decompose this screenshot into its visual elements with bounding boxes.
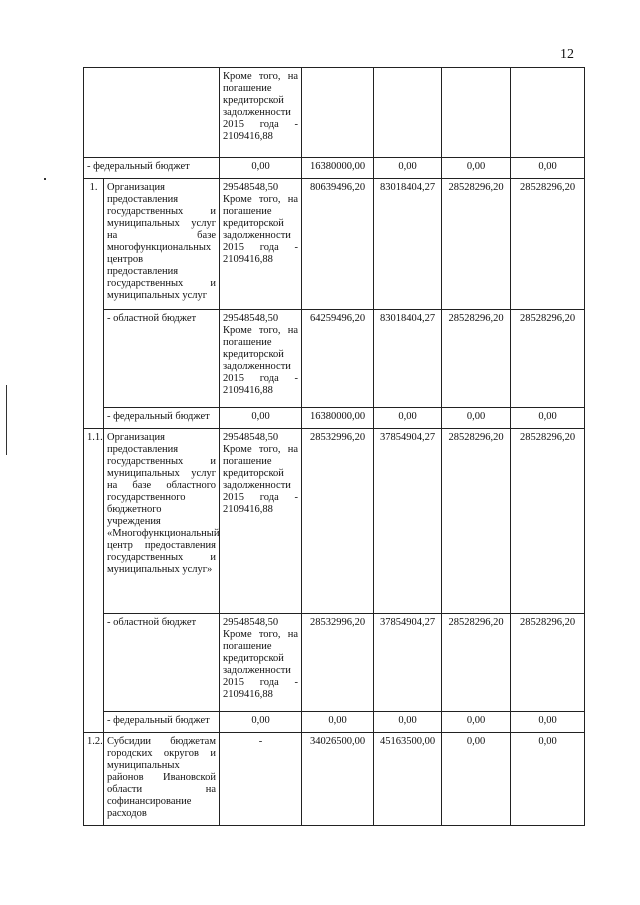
source-note: Кроме того, на погашение кредиторской задолженности 2015 года - 2109416,88 xyxy=(223,325,298,396)
value-cell: 45163500,00 xyxy=(374,733,442,826)
source-cell xyxy=(220,68,302,158)
value-cell: 0,00 xyxy=(442,733,511,826)
value-cell: 37854904,27 xyxy=(374,614,442,712)
value-cell: 28528296,20 xyxy=(442,614,511,712)
value-cell: 83018404,27 xyxy=(374,310,442,408)
value-cell: 0,00 xyxy=(442,408,511,429)
source-note: Кроме того, на погашение кредиторской задолженности 2015 года - 2109416,88 xyxy=(223,444,298,515)
value-cell: 0,00 xyxy=(374,712,442,733)
source-amount: 29548548,50 xyxy=(223,182,279,193)
value-cell: 28532996,20 xyxy=(302,429,374,614)
value-cell: 34026500,00 xyxy=(302,733,374,826)
source-cell xyxy=(220,429,302,614)
source-cell: - xyxy=(220,733,302,826)
value-cell: 28528296,20 xyxy=(511,179,585,310)
value-cell: 28528296,20 xyxy=(511,429,585,614)
value-cell xyxy=(302,68,374,158)
value-cell xyxy=(511,68,585,158)
value-cell: 28528296,20 xyxy=(442,429,511,614)
value-cell: 0,00 xyxy=(511,712,585,733)
scan-mark xyxy=(6,385,7,455)
row-label: - федеральный бюджет xyxy=(84,158,220,179)
row-number: 1. xyxy=(84,179,104,429)
value-cell xyxy=(374,68,442,158)
value-cell: 0,00 xyxy=(374,408,442,429)
value-cell: 83018404,27 xyxy=(374,179,442,310)
value-cell: 0,00 xyxy=(511,408,585,429)
value-cell: 28528296,20 xyxy=(442,179,511,310)
value-cell: 28528296,20 xyxy=(442,310,511,408)
value-cell xyxy=(442,68,511,158)
source-amount: 29548548,50 xyxy=(223,617,279,628)
value-cell: 0,00 xyxy=(442,158,511,179)
source-cell xyxy=(220,179,302,310)
source-cell: 0,00 xyxy=(220,408,302,429)
row-description: - областной бюджет xyxy=(104,614,220,712)
value-cell: 16380000,00 xyxy=(302,408,374,429)
row-number: 1.1. xyxy=(84,429,104,733)
value-cell: 16380000,00 xyxy=(302,158,374,179)
table-row xyxy=(84,310,585,408)
source-note: Кроме того, на погашение кредиторской задолженности 2015 года - 2109416,88 xyxy=(223,194,298,265)
source-note: Кроме того, на погашение кредиторской задолженности 2015 года - 2109416,88 xyxy=(223,71,298,142)
row-description: Организация предоставления государственных и муниципальных услуг на базе областного государственного бюджетного учреждения «Многофункциональный центр предоставления государственных и муниципальных услуг» xyxy=(104,429,220,614)
row-description: Субсидии бюджетам городских округов и муниципальных районов Ивановской области на софинансирование расходов xyxy=(104,733,220,826)
page-number: 12 xyxy=(560,47,574,62)
source-cell xyxy=(220,614,302,712)
value-cell: 28528296,20 xyxy=(511,614,585,712)
table-row xyxy=(84,614,585,712)
value-cell: 0,00 xyxy=(302,712,374,733)
value-cell: 37854904,27 xyxy=(374,429,442,614)
value-cell: 0,00 xyxy=(511,158,585,179)
source-cell xyxy=(220,310,302,408)
scan-mark xyxy=(44,178,46,180)
value-cell: 64259496,20 xyxy=(302,310,374,408)
table-row xyxy=(84,408,585,429)
row-description: Организация предоставления государственных и муниципальных услуг на базе многофункциональных центров предоставления государственных и муниципальных услуг xyxy=(104,179,220,310)
value-cell: 28532996,20 xyxy=(302,614,374,712)
source-amount: 29548548,50 xyxy=(223,432,279,443)
value-cell: 0,00 xyxy=(442,712,511,733)
table-row xyxy=(84,179,585,310)
row-description: - федеральный бюджет xyxy=(104,408,220,429)
table-row xyxy=(84,158,585,179)
row-description: - федеральный бюджет xyxy=(104,712,220,733)
value-cell: 0,00 xyxy=(511,733,585,826)
table-cell xyxy=(84,68,220,158)
source-amount: 29548548,50 xyxy=(223,313,279,324)
table-row xyxy=(84,429,585,614)
row-number: 1.2. xyxy=(84,733,104,826)
value-cell: 28528296,20 xyxy=(511,310,585,408)
source-cell: 0,00 xyxy=(220,712,302,733)
table-row xyxy=(84,68,585,158)
row-description: - областной бюджет xyxy=(104,310,220,408)
value-cell: 80639496,20 xyxy=(302,179,374,310)
table-row xyxy=(84,712,585,733)
value-cell: 0,00 xyxy=(374,158,442,179)
table-row xyxy=(84,733,585,826)
source-cell: 0,00 xyxy=(220,158,302,179)
source-note: Кроме того, на погашение кредиторской задолженности 2015 года - 2109416,88 xyxy=(223,629,298,700)
budget-table xyxy=(83,67,585,826)
